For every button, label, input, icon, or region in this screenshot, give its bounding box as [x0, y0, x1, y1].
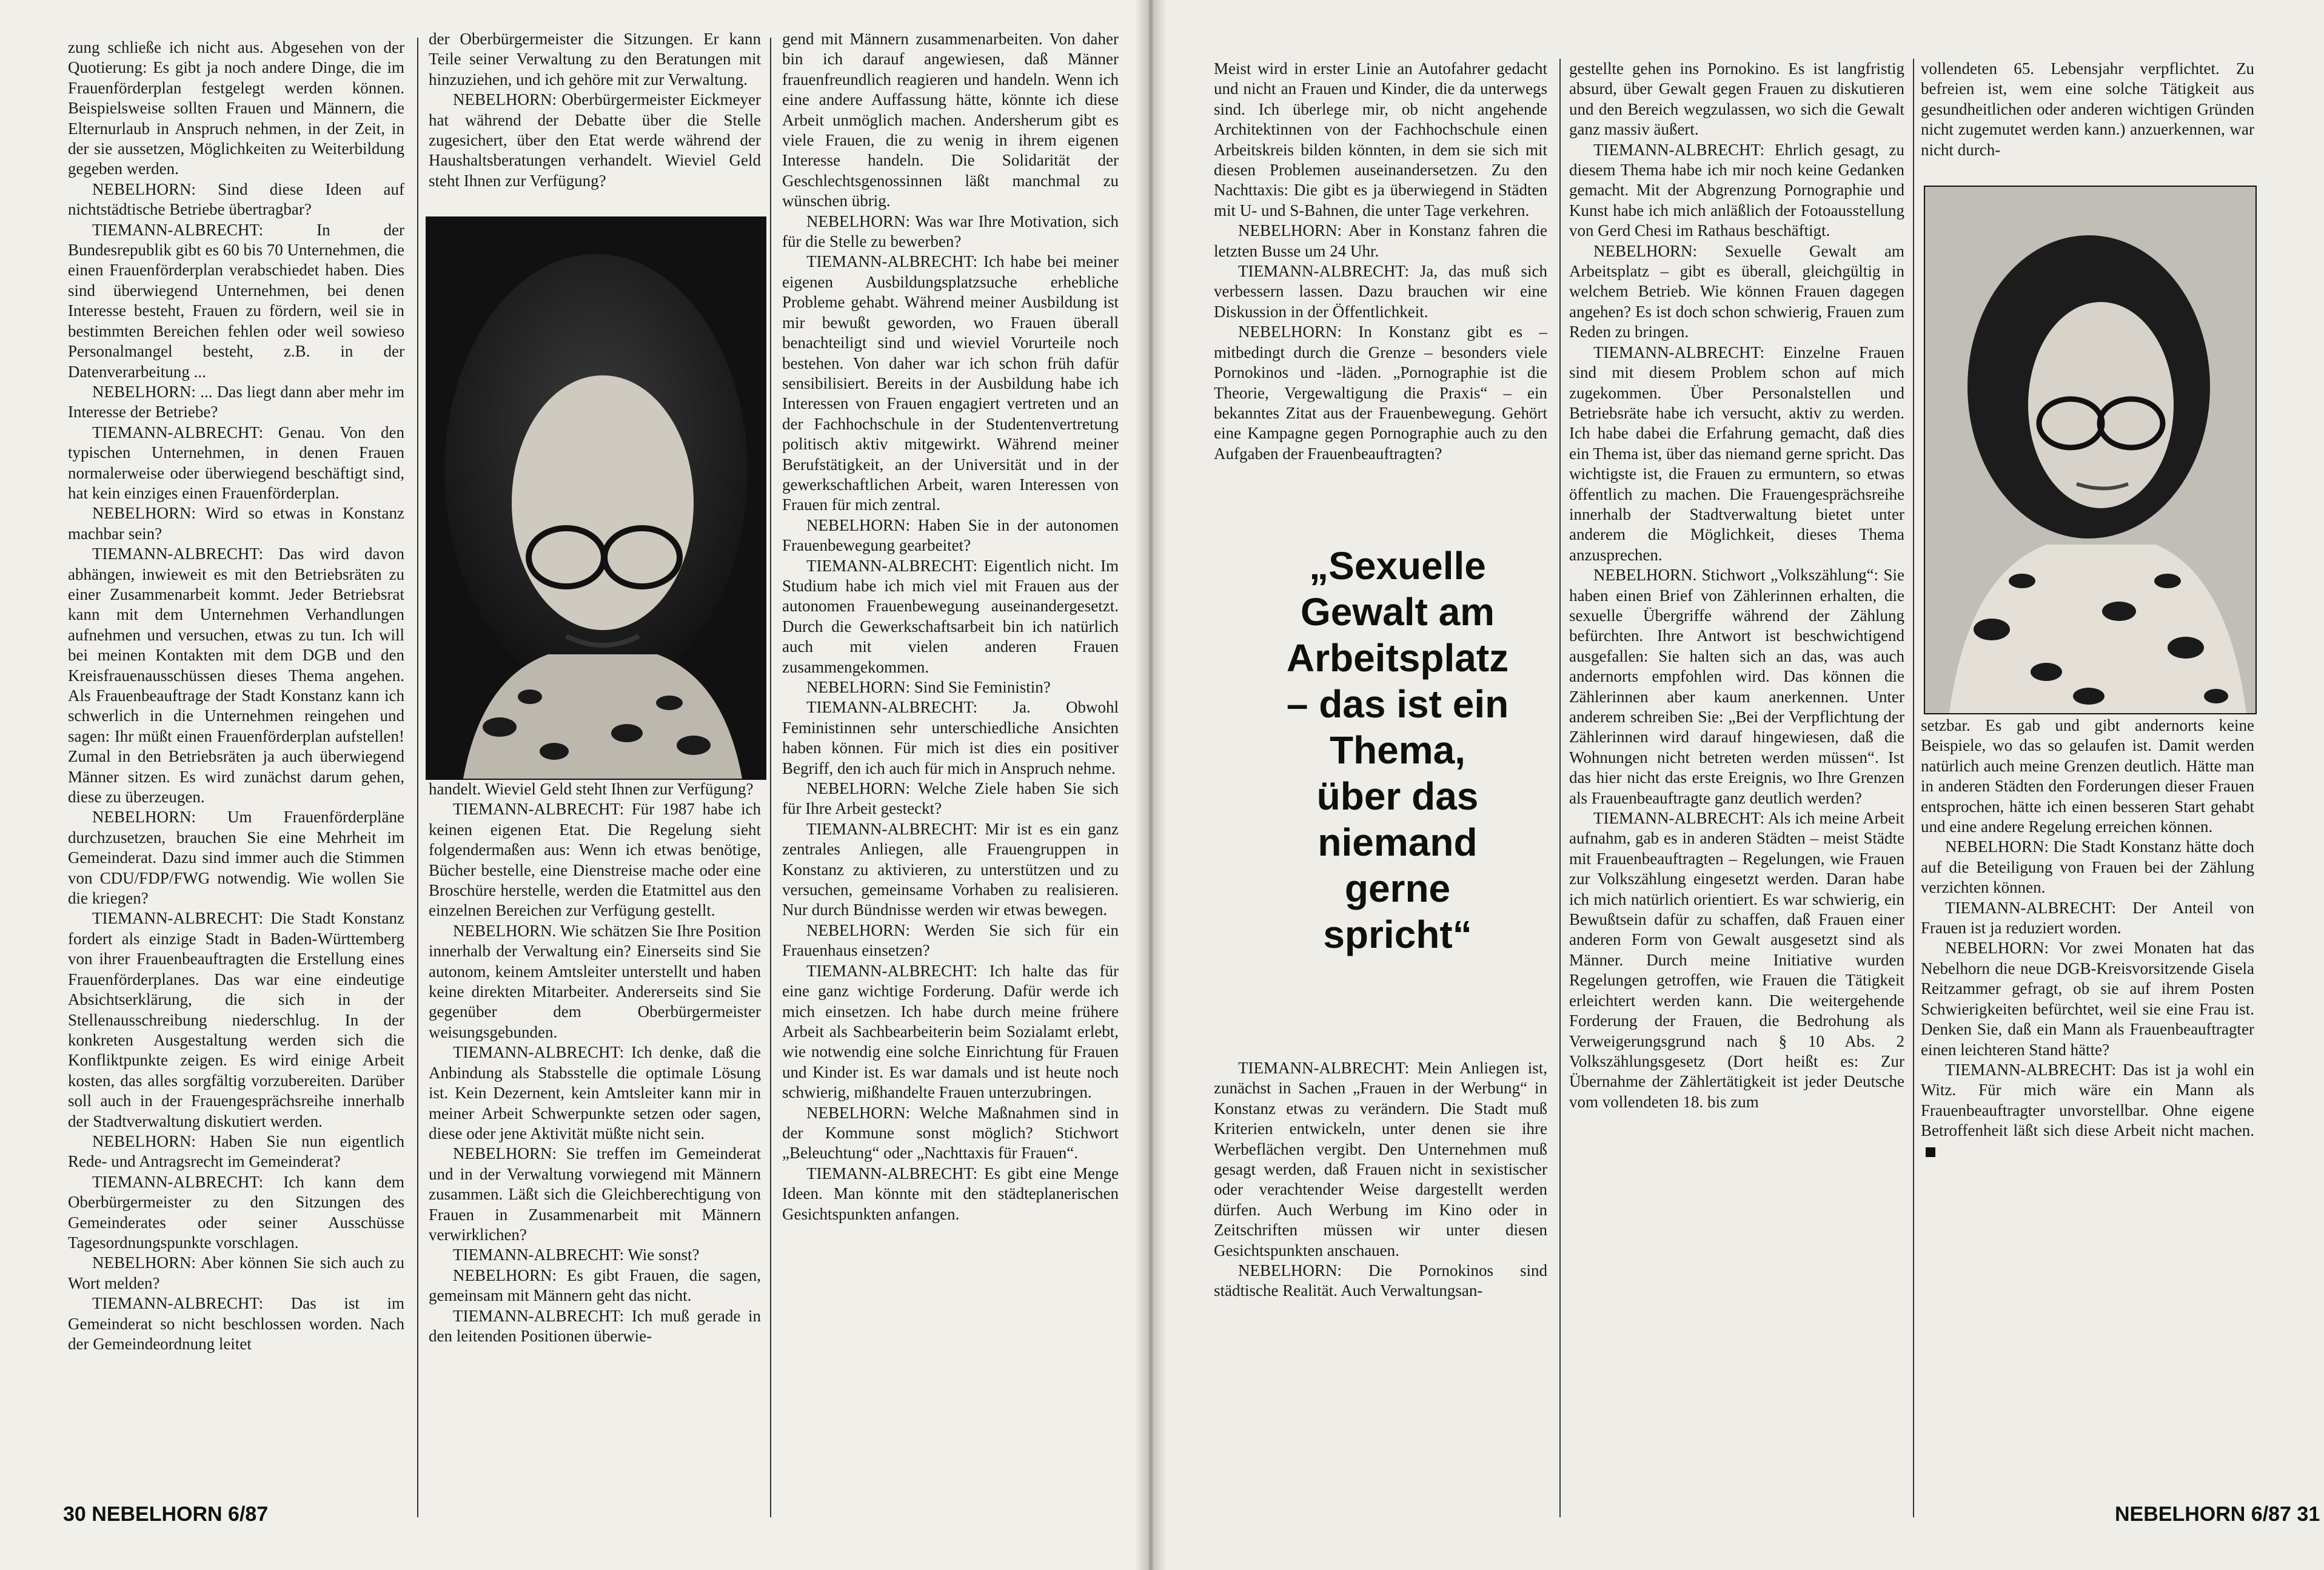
text-column-1 — [68, 38, 404, 1525]
paragraph: setzbar. Es gab und gibt andernorts keine Beispiele, wo das so gelaufen ist. Damit werden natürlich auch meine Grenzen deutlich. Hätte man in anderen Städten den Forderungen dieser Frauen entsprochen, hätte ich einen besseren Start gehabt und eine andere Regelung erreichen können. — [1921, 716, 2254, 836]
paragraph: NEBELHORN: Was war Ihre Motivation, sich für die Stelle zu bewerben? — [782, 212, 1119, 251]
paragraph: gestellte gehen ins Pornokino. Es ist langfristig absurd, über Gewalt gegen Frauen zu diskutieren und den Bereich wegzulassen, wo sich die Gewalt ganz massiv äußert. — [1569, 59, 1904, 139]
text-column-4-bottom — [1214, 1058, 1547, 1325]
paragraph: TIEMANN-ALBRECHT: Ja, das muß sich verbessern lassen. Dazu brauchen wir eine Diskussion in der Öffentlichkeit. — [1214, 262, 1547, 321]
paragraph: TIEMANN-ALBRECHT: Ich halte das für eine ganz wichtige Forderung. Dafür werde ich mich einsetzen. Ich habe durch meine frühere Arbeit als Sachbearbeiterin beim Sozialamt erlebt, wie notwendig eine solche Einrichtung für Frauen und Kinder ist. Es war damals und ist heute noch schwierig, mißhandelte Frauen unterzubringen. — [782, 961, 1119, 1102]
paragraph: gend mit Männern zusammenarbeiten. Von daher bin ich darauf angewiesen, daß Männer frauenfreundlich reagieren und handeln. Wenn ich eine andere Auffassung hätte, könnte ich diese Arbeit unmöglich machen. Andersherum gibt es viele Frauen, die zu wenig in ihrem eigenen Interesse handeln. Die Solidarität der Geschlechtsgenossinnen läßt manchmal zu wünschen übrig. — [782, 30, 1119, 210]
paragraph: NEBELHORN: Werden Sie sich für ein Frauenhaus einsetzen? — [782, 921, 1119, 960]
pull-quote-line: niemand — [1318, 820, 1478, 864]
portrait-image — [1925, 187, 2255, 713]
paragraph: TIEMANN-ALBRECHT: Das ist ja wohl ein Witz. Für mich wäre ein Mann als Frauenbeauftragter unvorstellbar. Ohne eigene Betroffenheit läßt sich diese Arbeit nicht machen. — [1921, 1060, 2254, 1161]
text-column-2-top — [429, 29, 761, 213]
paragraph: TIEMANN-ALBRECHT: Ich denke, daß die Anbindung als Stabsstelle die optimale Lösung ist. Kein Dezernent, kein Amtsleiter kann mir in meiner Arbeit Schwerpunkte setzen oder sagen, diese oder jene Aktivität müßte nicht sein. — [429, 1043, 761, 1142]
paragraph: TIEMANN-ALBRECHT: Mein Anliegen ist, zunächst in Sachen „Frauen in der Werbung“ in Konstanz etwas zu verändern. Die Stadt muß Kriterien entwickeln, unter denen sie ihre Werbeflächen vergibt. Den Unternehmen muß gesagt werden, daß Frauen nicht in sexistischer oder verachtender Weise dargestellt werden dürfen. Auch Werbung im Kino oder in Zeitschriften müssen wir unter diesen Gesichtspunkten anschauen. — [1214, 1059, 1547, 1260]
paragraph: Meist wird in erster Linie an Autofahrer gedacht und nicht an Frauen und Kinder, die da unterwegs sind. Ich überlege mir, ob nicht angehende Architektinnen von der Fachhochschule einen Arbeitskreis bilden könnten, in dem sie sich mit diesen Problemen auseinandersetzen. Zu den Nachttaxis: Die gibt es ja überwiegend in Städten mit U- und S-Bahnen, die unter Tage verkehren. — [1214, 59, 1547, 220]
paragraph: TIEMANN-ALBRECHT: Eigentlich nicht. Im Studium habe ich mich viel mit Frauen aus der autonomen Frauenbewegung auseinandergesetzt. Durch die Gewerkschaftsarbeit bin ich natürlich auch mit vielen anderen Frauen zusammengekommen. — [782, 556, 1119, 676]
portrait-photo-left — [426, 216, 766, 780]
paragraph: NEBELHORN: Oberbürgermeister Eickmeyer hat während der Debatte über die Stelle zugesichert, über den Etat werde während der Haushaltsberatungen verhandelt. Wieviel Geld steht Ihnen zur Verfügung? — [429, 90, 761, 190]
paragraph: TIEMANN-ALBRECHT: Wie sonst? — [453, 1246, 700, 1264]
paragraph: TIEMANN-ALBRECHT: Einzelne Frauen sind mit diesem Problem schon auf mich zugekommen. Über Personalstellen und Betriebsräte habe ich versucht, aktiv zu werden. Ich habe dabei die Erfahrung gemacht, daß dies ein Thema ist, über das niemand gerne spricht. Das wichtigste ist, die Frauen zu ermuntern, so etwas öffentlich zu machen. Die Frauengesprächsreihe innerhalb der Stadtverwaltung bietet unter anderem die Möglichkeit, dieses Thema anzusprechen. — [1569, 343, 1904, 564]
paragraph: TIEMANN-ALBRECHT: Die Stadt Konstanz fordert als einzige Stadt in Baden-Württemberg von ihrer Frauenbeauftragten die Erstellung eines Frauenförderplanes. Das war eine eindeutige Absichtserklärung, die sich in der Stellenausschreibung niederschlug. In der konkreten Ausgestaltung werden sich die Konfliktpunkte zeigen. Es wird einige Arbeit kosten, das alles sorgfältig vorzubereiten. Darüber soll auch in der Frauengesprächsreihe innerhalb der Stadtverwaltung diskutiert werden. — [68, 909, 404, 1130]
pull-quote — [1240, 543, 1555, 958]
paragraph: TIEMANN-ALBRECHT: Ich muß gerade in den leitenden Positionen überwie- — [429, 1306, 761, 1345]
pull-quote-line: „Sexuelle — [1309, 544, 1486, 588]
text-column-2-bottom — [429, 779, 761, 1516]
paragraph: TIEMANN-ALBRECHT: Es gibt eine Menge Ideen. Man könnte mit den städteplanerischen Gesichtspunkten anfangen. — [782, 1164, 1119, 1223]
paragraph: NEBELHORN: Um Frauenförderpläne durchzusetzen, brauchen Sie eine Mehrheit im Gemeinderat. Dazu sind immer auch die Stimmen von CDU/FDP/FWG notwendig. Wie wollen Sie die kriegen? — [68, 808, 404, 908]
text-column-5 — [1569, 59, 1904, 1272]
paragraph: TIEMANN-ALBRECHT: Das wird davon abhängen, inwieweit es mit den Betriebsräten zu einer Zusammenarbeit kommt. Jeder Betriebsrat kann mit dem Unternehmen Verhandlungen aufnehmen und versuchen, etwas zu tun. Ich will bei meinen Kontakten mit dem DGB und den Kreisfrauenausschüssen dieses Thema angehen. Als Frauenbeauftrage der Stadt Konstanz kann ich schwerlich in die Unternehmen reingehen und sagen: Ihr müßt einen Frauenförderplan aufstellen! Zumal in den Betriebsräten ja auch überwiegend Männer sitzen. Es wird zunächst darum gehen, diese zu überzeugen. — [68, 545, 404, 807]
page-gutter — [1135, 0, 1167, 1570]
paragraph: NEBELHORN: Es gibt Frauen, die sagen, gemeinsam mit Männern geht das nicht. — [429, 1266, 761, 1305]
paragraph: NEBELHORN: Sind Sie Feministin? — [806, 678, 1051, 696]
paragraph: TIEMANN-ALBRECHT: Ehrlich gesagt, zu diesem Thema habe ich mir noch keine Gedanken gemacht. Mit der Abgrenzung Pornographie und Kunst habe ich mich anläßlich der Fotoausstellung von Gerd Chesi im Rathaus beschäftigt. — [1569, 140, 1904, 240]
paragraph: TIEMANN-ALBRECHT: Ich habe bei meiner eigenen Ausbildungsplatzsuche erhebliche Probleme gehabt. Während meiner Ausbildung ist mir bewußt geworden, wo Frauen überall benachteiligt sind und wieviel Vorurteile noch bestehen. Von daher war ich schon früh dafür sensibilisiert. Bereits in der Ausbildung habe ich Interessen von Frauen engagiert vertreten und an der Fachhochschule in der Studentenvertretung politisch aktiv mitgewirkt. Während meiner Berufstätigkeit, an der Universität und in der gewerkschaftlichen Arbeit, waren Interessen von Frauen für mich zentral. — [782, 252, 1119, 514]
paragraph: NEBELHORN. Stichwort „Volkszählung“: Sie haben einen Brief von Zählerinnen erhalten, die sexuelle Übergriffe während der Zählung befürchten. Ihre Antwort ist beschwichtigend ausgefallen: Sie halten sich an das, was auch andernorts empfohlen wird. Das können die Zählerinnen aber kaum anerkennen. Unter anderem schreiben Sie: „Bei der Verpflichtung der Zählerinnen wird darauf hingewiesen, daß die Wohnungen nicht betreten werden müssen“. Ist das hier nicht das erste Ereignis, wo Ihre Grenzen als Frauenbeauftragte ganz deutlich werden? — [1569, 566, 1904, 807]
column-rule-1 — [417, 38, 418, 1517]
page-folio-right — [2115, 1503, 2320, 1526]
paragraph: NEBELHORN: ... Das liegt dann aber mehr im Interesse der Betriebe? — [68, 382, 404, 421]
paragraph: NEBELHORN: Die Stadt Konstanz hätte doch auf die Beteiligung von Frauen bei der Zählung verzichten können. — [1921, 837, 2254, 897]
paragraph: TIEMANN-ALBRECHT: Mir ist es ein ganz zentrales Anliegen, alle Frauengruppen in Konstanz zu aktivieren, zu unterstützen und zu versuchen, gemeinsame Vorhaben zu realisieren. Nur durch Bündnisse werden wir etwas bewegen. — [782, 819, 1119, 919]
pull-quote-line: über das — [1316, 774, 1479, 818]
paragraph: vollendeten 65. Lebensjahr verpflichtet. Zu befreien ist, wem eine solche Tätigkeit aus gesundheitlichen oder anderen wichtigen Gründen nicht zugemutet werden kann.) anzuerkennen, war nicht durch- — [1921, 59, 2254, 159]
column-rule-4 — [1913, 59, 1914, 1517]
pull-quote-line: Thema, — [1329, 728, 1466, 772]
paragraph: NEBELHORN: Welche Maßnahmen sind in der Kommune sonst möglich? Stichwort „Beleuchtung“ oder „Nachttaxis für Frauen“. — [782, 1103, 1119, 1162]
paragraph: TIEMANN-ALBRECHT: Für 1987 habe ich keinen eigenen Etat. Die Regelung sieht folgendermaßen aus: Wenn ich etwas benötige, Bücher bestelle, eine Dienstreise mache oder eine Broschüre herstelle, werden die Etatmittel aus den einzelnen Bereichen zur Verfügung gestellt. — [429, 800, 761, 920]
folio-text-left: 30 NEBELHORN 6/87 — [63, 1503, 269, 1526]
portrait-image — [427, 218, 765, 779]
text-column-6-top — [1921, 59, 2254, 185]
paragraph: TIEMANN-ALBRECHT: Der Anteil von Frauen ist ja reduziert worden. — [1921, 898, 2254, 938]
pull-quote-line: – das ist ein — [1286, 682, 1509, 726]
column-rule-2 — [770, 38, 771, 1517]
folio-text-right: NEBELHORN 6/87 31 — [2115, 1503, 2320, 1526]
paragraph: NEBELHORN: Welche Ziele haben Sie sich für Ihre Arbeit gesteckt? — [782, 779, 1119, 818]
end-mark-icon — [1926, 1147, 1935, 1157]
paragraph: NEBELHORN: Aber können Sie sich auch zu Wort melden? — [68, 1253, 404, 1292]
pull-quote-line: Gewalt am — [1300, 590, 1495, 634]
portrait-photo-right — [1924, 186, 2257, 714]
paragraph: NEBELHORN: Sexuelle Gewalt am Arbeitsplatz – gibt es überall, gleichgültig in welchem Betrieb. Wie können Frauen dagegen angehen? Es ist doch schon schwierig, Frauen zum Reden zu bringen. — [1569, 241, 1904, 341]
paragraph: NEBELHORN: Sie treffen im Gemeinderat und in der Verwaltung vorwiegend mit Männern zusammen. Läßt sich die Gleichberechtigung von Frauen in Zusammenarbeit mit Männern verwirklichen? — [429, 1144, 761, 1244]
paragraph: NEBELHORN: Haben Sie in der autonomen Frauenbewegung gearbeitet? — [782, 515, 1119, 555]
text-column-6-bottom — [1921, 716, 2254, 1213]
paragraph: NEBELHORN: Wird so etwas in Konstanz machbar sein? — [68, 504, 404, 543]
paragraph: NEBELHORN: Aber in Konstanz fahren die letzten Busse um 24 Uhr. — [1214, 221, 1547, 260]
paragraph: zung schließe ich nicht aus. Abgesehen von der Quotierung: Es gibt ja noch andere Dinge, die im Frauenförderplan festgelegt werden können. Beispielsweise sollten Frauen und Männern, die Elternurlaub in Anspruch nehmen, in der Zeit, in der sie aussetzen, Möglichkeiten zu Weiterbildung gegeben werden. — [68, 38, 404, 178]
paragraph: TIEMANN-ALBRECHT: In der Bundesrepublik gibt es 60 bis 70 Unternehmen, die einen Frauenförderplan verabschiedet haben. Dies sind überwiegend Unternehmen, bei denen Interesse besteht, Frauen zu fördern, weil sie in bestimmten Bereichen fehlen oder weil sowieso Personalmangel besteht, z.B. in der Datenverarbeitung ... — [68, 220, 404, 381]
pull-quote-line: gerne — [1344, 867, 1451, 910]
paragraph: NEBELHORN. Wie schätzen Sie Ihre Position innerhalb der Verwaltung ein? Einerseits sind Sie autonom, keinem Amtsleiter unterstellt und haben keine direkten Mitarbeiter. Andererseits sind Sie gegenüber dem Oberbürgermeister weisungsgebunden. — [429, 921, 761, 1041]
paragraph: der Oberbürgermeister die Sitzungen. Er kann Teile seiner Verwaltung zu den Beratungen mit hinzuziehen, und ich gehöre mit zur Verwaltung. — [429, 30, 761, 89]
paragraph: TIEMANN-ALBRECHT: Genau. Von den typischen Unternehmen, in denen Frauen normalerweise oder überwiegend beschäftigt sind, hat kein einziges einen Frauenförderplan. — [68, 423, 404, 502]
paragraph: TIEMANN-ALBRECHT: Das ist im Gemeinderat so nicht beschlossen worden. Nach der Gemeindeordnung leitet — [68, 1294, 404, 1353]
paragraph: handelt. Wieviel Geld steht Ihnen zur Verfügung? — [429, 780, 754, 798]
pull-quote-line: spricht“ — [1323, 913, 1472, 956]
page-folio-left — [63, 1503, 268, 1526]
paragraph: TIEMANN-ALBRECHT: Als ich meine Arbeit aufnahm, gab es in anderen Städten – meist Städte mit Frauenbeauftragten – Regelungen, wie Frauen zur Volkszählung eingesetzt werden. Daran habe ich mich natürlich orientiert. Es war schwierig, ein Bewußtsein dafür zu schaffen, daß Frauen einer anderen Form von Gewalt ausgesetzt sind als Männer. Durch meine Initiative wurden Regelungen getroffen, wie Frauen die Tätigkeit erleichtert werden kann. Die weitergehende Forderung der Frauen, die Bedrohung als Verweigerungsgrund nach § 10 Abs. 2 Volkszählungsgesetz (Dort heißt es: Zur Übernahme der Zählertätigkeit ist jeder Deutsche vom vollendeten 18. bis zum — [1569, 809, 1904, 1111]
paragraph: TIEMANN-ALBRECHT: Ich kann dem Oberbürgermeister zu den Sitzungen des Gemeinderates oder seiner Ausschüsse Tagesordnungspunkte vorschlagen. — [68, 1172, 404, 1252]
paragraph: NEBELHORN: Vor zwei Monaten hat das Nebelhorn die neue DGB-Kreisvorsitzende Gisela Reitzammer gefragt, ob sie auf ihrem Posten Schwierigkeiten befürchtet, weil sie eine Frau ist. Denken Sie, daß ein Mann als Frauenbeauftragter einen leichteren Stand hätte? — [1921, 939, 2254, 1059]
paragraph: NEBELHORN: Sind diese Ideen auf nichtstädtische Betriebe übertragbar? — [68, 179, 404, 219]
paragraph: NEBELHORN: In Konstanz gibt es – mitbedingt durch die Grenze – besonders viele Pornokinos und -läden. „Pornographie ist die Theorie, Vergewaltigung die Praxis“ – ein bekanntes Zitat aus der Frauenbewegung. Gehört eine Kampagne gegen Pornographie auch zu den Aufgaben der Frauenbeauftragten? — [1214, 323, 1547, 463]
column-rule-3 — [1559, 59, 1561, 1517]
show-through-text — [1922, 1198, 2262, 1245]
paragraph: NEBELHORN: Haben Sie nun eigentlich Rede- und Antragsrecht im Gemeinderat? — [68, 1132, 404, 1171]
text-column-3 — [782, 29, 1119, 1381]
paragraph: TIEMANN-ALBRECHT: Ja. Obwohl Feministinnen sehr unterschiedliche Ansichten haben können. Für mich ist dies ein positiver Begriff, den ich auch für mich in Anspruch nehme. — [782, 698, 1119, 777]
paragraph: NEBELHORN: Die Pornokinos sind städtische Realität. Auch Verwaltungsan- — [1214, 1261, 1547, 1300]
text-column-4 — [1214, 59, 1547, 517]
pull-quote-line: Arbeitsplatz — [1286, 636, 1509, 680]
